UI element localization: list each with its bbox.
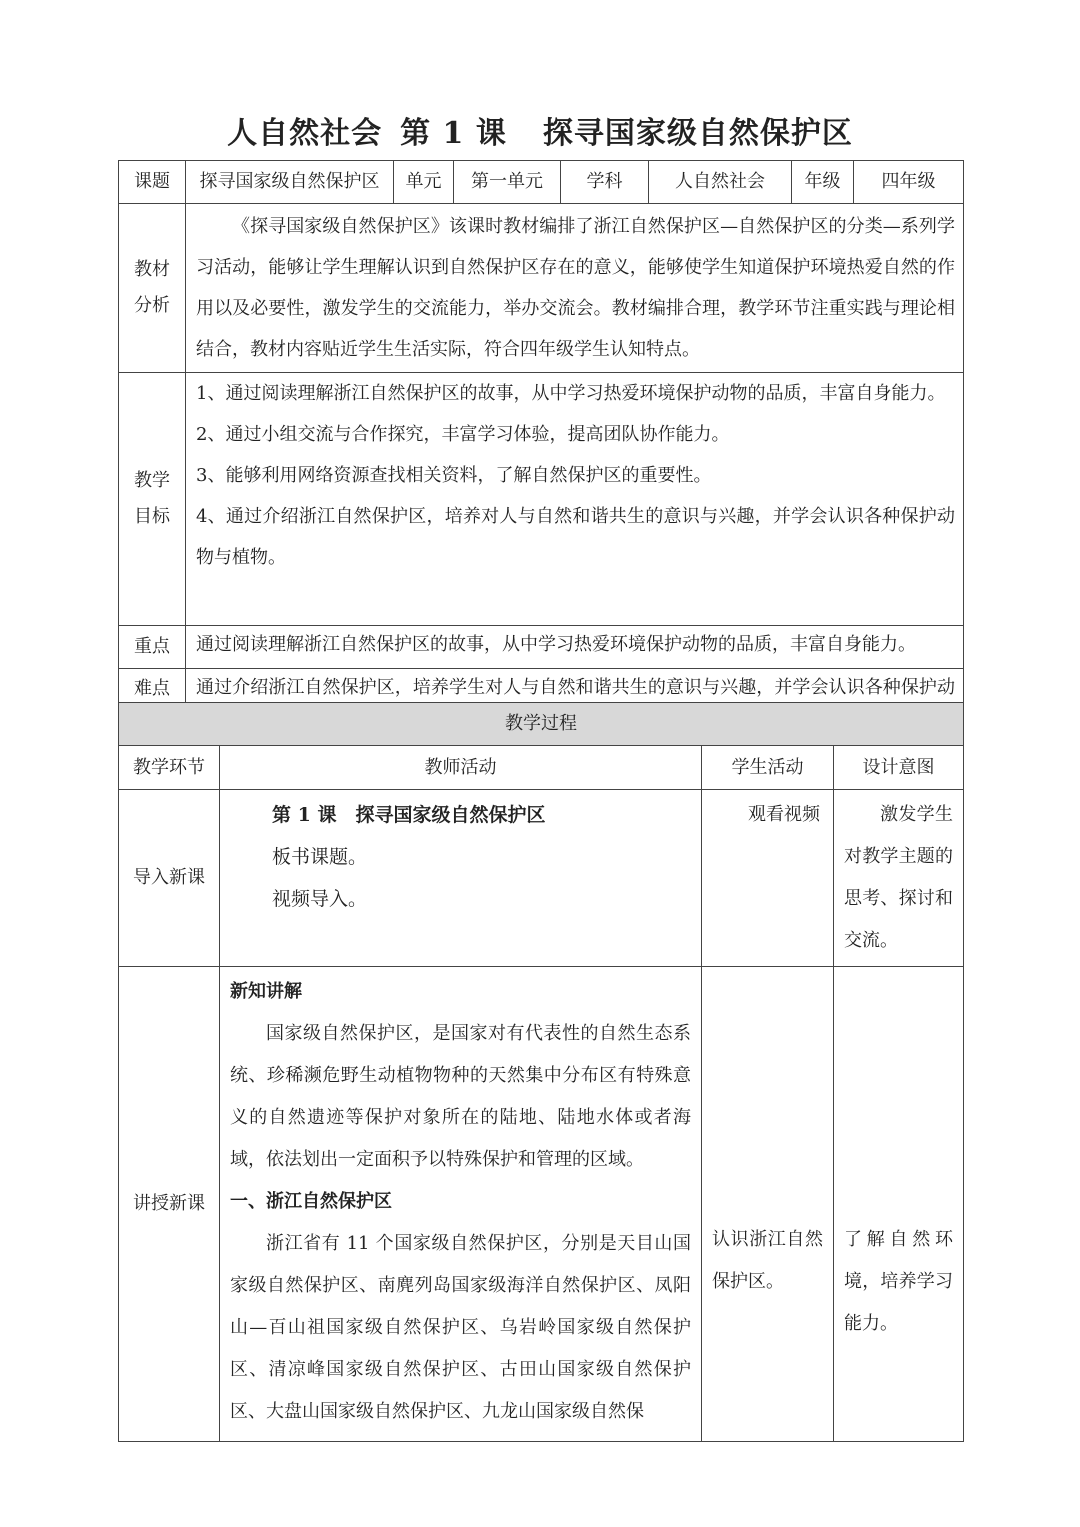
goals-label-b: 目标 — [134, 506, 170, 527]
lecture-teacher — [220, 967, 702, 1442]
key-point-row — [119, 626, 964, 669]
header-val-subject: 人自然社会 — [649, 161, 792, 204]
goals-list — [186, 373, 964, 626]
col-teacher: 教师活动 — [220, 746, 702, 790]
col-stage: 教学环节 — [119, 746, 220, 790]
process-columns-row — [119, 746, 964, 790]
header-key-unit: 单元 — [394, 161, 454, 204]
lecture-paragraph-definition: 国家级自然保护区，是国家对有代表性的自然生态系统、珍稀濒危野生动植物物种的天然集中分布区有特殊意义的自然遗迹等保护对象所在的陆地、陆地水体或者海域，依法划出一定面积予以特殊保护和管理的区域。 — [230, 1023, 691, 1170]
lecture-stage: 讲授新课 — [119, 967, 220, 1442]
difficulty-text: 通过介绍浙江自然保护区，培养学生对人与自然和谐共生的意识与兴趣，并学会认识各种保护动 — [186, 669, 964, 742]
lecture-row — [119, 967, 964, 1442]
title-topic: 探寻国家级自然保护区 — [542, 116, 853, 151]
key-point-text: 通过阅读理解浙江自然保护区的故事，从中学习热爱环境保护动物的品质，丰富自身能力。 — [186, 626, 964, 669]
col-student: 学生活动 — [702, 746, 834, 790]
analysis-label-a: 教材 — [134, 259, 170, 280]
goal-item: 4、通过介绍浙江自然保护区，培养对人与自然和谐共生的意识与兴趣，并学会认识各种保护动物与植物。 — [196, 506, 955, 568]
goal-item: 1、通过阅读理解浙江自然保护区的故事，从中学习热爱环境保护动物的品质，丰富自身能力。 — [196, 383, 946, 404]
analysis-label-b: 分析 — [134, 295, 170, 316]
lecture-student: 认识浙江自然保护区。 — [702, 967, 834, 1442]
lecture-intent: 了解自然环境，培养学习能力。 — [834, 967, 964, 1442]
key-point-label: 重点 — [119, 626, 186, 669]
intro-teacher — [220, 790, 702, 967]
analysis-row — [119, 204, 964, 373]
goals-label — [119, 373, 186, 626]
difficulty-label: 难点 — [119, 669, 186, 742]
intro-line-board: 板书课题。 — [272, 846, 368, 868]
goal-item: 2、通过小组交流与合作探究，丰富学习体验，提高团队协作能力。 — [196, 424, 730, 445]
header-key-grade: 年级 — [792, 161, 854, 204]
analysis-text: 《探寻国家级自然保护区》该课时教材编排了浙江自然保护区—自然保护区的分类—系列学习活动，能够让学生理解认识到自然保护区存在的意义，能够使学生知道保护环境热爱自然的作用以及必要性，激发学生的交流能力，举办交流会。教材编排合理，教学环节注重实践与理论相结合，教材内容贴近学生生活实际，符合四年级学生认知特点。 — [186, 204, 964, 373]
title-subject: 人自然社会 — [227, 116, 383, 151]
goals-row — [119, 373, 964, 626]
header-key-subject: 学科 — [561, 161, 649, 204]
header-row — [119, 161, 964, 204]
intro-row — [119, 790, 964, 967]
col-intent: 设计意图 — [834, 746, 964, 790]
analysis-label — [119, 204, 186, 373]
header-val-grade: 四年级 — [854, 161, 964, 204]
intro-stage: 导入新课 — [119, 790, 220, 967]
intro-line-video: 视频导入。 — [272, 888, 368, 910]
goal-item: 3、能够利用网络资源查找相关资料，了解自然保护区的重要性。 — [196, 465, 712, 486]
lecture-subheading-new: 新知讲解 — [230, 981, 302, 1002]
page-title — [0, 108, 1080, 152]
header-val-unit: 第一单元 — [454, 161, 561, 204]
header-key-topic: 课题 — [119, 161, 186, 204]
process-heading: 教学过程 — [119, 703, 964, 746]
lecture-subheading-zhejiang: 一、浙江自然保护区 — [230, 1191, 392, 1212]
intro-student: 观看视频 — [702, 790, 834, 967]
intro-line-lesson: 第 1 课 探寻国家级自然保护区 — [272, 804, 546, 826]
intro-intent: 激发学生对教学主题的思考、探讨和交流。 — [834, 790, 964, 967]
goals-label-a: 教学 — [134, 470, 170, 491]
process-heading-row — [119, 703, 964, 746]
lecture-paragraph-zhejiang: 浙江省有 11 个国家级自然保护区，分别是天目山国家级自然保护区、南麂列岛国家级海洋自然保护区、凤阳山—百山祖国家级自然保护区、乌岩岭国家级自然保护区、清凉峰国家级自然保护区、古田山国家级自然保护区、大盘山国家级自然保护区、九龙山国家级自然保 — [230, 1233, 691, 1422]
lesson-info-table — [118, 160, 964, 742]
process-table — [118, 702, 964, 1442]
title-lesson: 第 1 课 — [400, 116, 507, 151]
header-val-topic: 探寻国家级自然保护区 — [186, 161, 394, 204]
